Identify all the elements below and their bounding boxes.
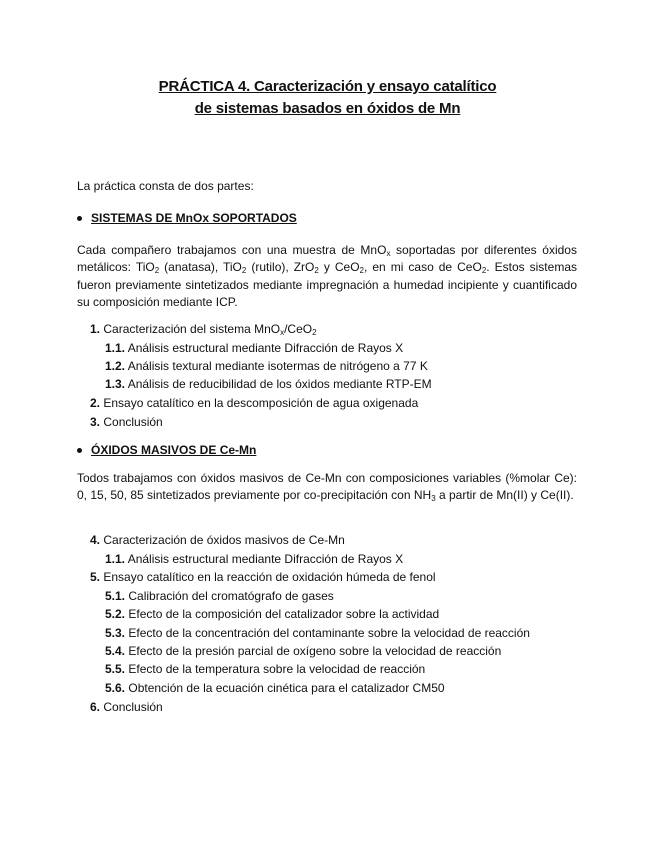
bullet-icon bbox=[77, 448, 82, 453]
list-item: 1.2. Análisis textural mediante isotermas de nitrógeno a 77 K bbox=[105, 359, 428, 373]
list-item: 5.5. Efecto de la temperatura sobre la velocidad de reacción bbox=[105, 662, 426, 676]
section-1-paragraph: Cada compañero trabajamos con una muestra de MnO$_x$ soportadas por diferentes óxidos metálicos: TiO$_2$ (anatasa), TiO$_2$ (rutilo), ZrO$_2$ y CeO$_2$, en mi caso de CeO$_2$. Estos sistemas fueron previamente sintetizados mediante impregnación a humedad incipiente y cuantificado su composición mediante ICP. bbox=[77, 243, 577, 309]
list-item: 1.1. Análisis estructural mediante Difracción de Rayos X bbox=[105, 341, 404, 355]
bullet-icon bbox=[77, 216, 82, 221]
list-item: 5.2. Efecto de la composición del catalizador sobre la actividad bbox=[105, 607, 440, 621]
list-item: 4. Caracterización de óxidos masivos de Ce-Mn bbox=[90, 533, 345, 547]
section-2-heading bbox=[77, 443, 256, 457]
list-item: 5.3. Efecto de la concentración del contaminante sobre la velocidad de reacción bbox=[105, 626, 530, 640]
section-1-heading bbox=[77, 211, 297, 225]
list-item: 5.4. Efecto de la presión parcial de oxígeno sobre la velocidad de reacción bbox=[105, 644, 502, 658]
list-item: 5. Ensayo catalítico en la reacción de oxidación húmeda de fenol bbox=[90, 570, 436, 584]
title-line-2: de sistemas basados en óxidos de Mn bbox=[194, 100, 461, 117]
list-item: 3. Conclusión bbox=[90, 415, 163, 429]
list-item: 1.1. Análisis estructural mediante Difracción de Rayos X bbox=[105, 552, 404, 566]
page-title bbox=[0, 76, 655, 120]
list-item: 1.3. Análisis de reducibilidad de los óxidos mediante RTP-EM bbox=[105, 377, 432, 391]
list-item: 1. Caracterización del sistema MnO$_x$/CeO$_2$ bbox=[90, 322, 317, 337]
title-line-1: PRÁCTICA 4. Caracterización y ensayo catalítico bbox=[158, 78, 497, 95]
list-item: 6. Conclusión bbox=[90, 700, 163, 714]
list-item: 5.1. Calibración del cromatógrafo de gases bbox=[105, 589, 334, 603]
list-item: 2. Ensayo catalítico en la descomposición de agua oxigenada bbox=[90, 396, 419, 410]
intro-text: La práctica consta de dos partes: bbox=[77, 179, 254, 193]
section-1-heading-text: SISTEMAS DE MnOx SOPORTADOS bbox=[91, 211, 297, 225]
section-2-paragraph: Todos trabajamos con óxidos masivos de Ce-Mn con composiciones variables (%molar Ce): 0, 15, 50, 85 sintetizados previamente por co-precipitación con $NH_3$ a partir de Mn(II) y Ce(II). bbox=[77, 471, 577, 504]
section-2-heading-text: ÓXIDOS MASIVOS DE Ce-Mn bbox=[91, 443, 257, 457]
list-item: 5.6. Obtención de la ecuación cinética para el catalizador CM50 bbox=[105, 681, 445, 695]
